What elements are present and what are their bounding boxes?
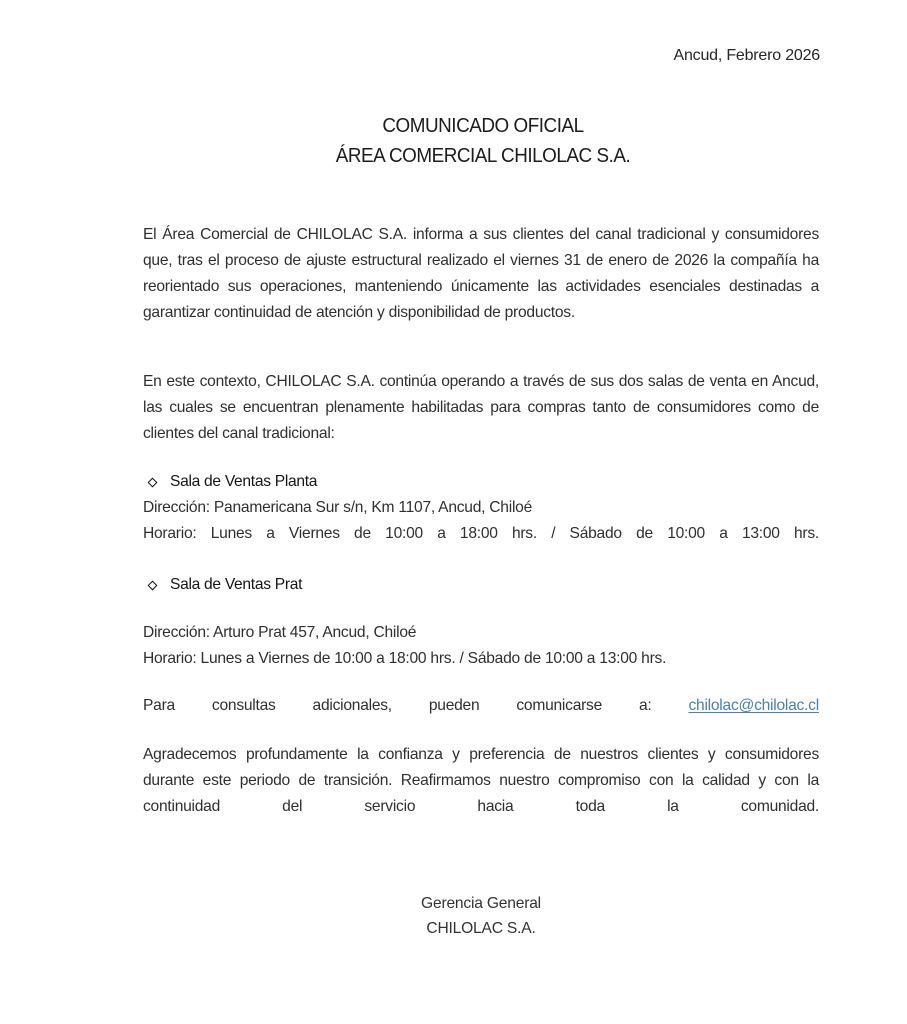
sala-prat-heading — [143, 572, 302, 598]
contact-line-block — [143, 693, 819, 719]
intro-paragraph: El Área Comercial de CHILOLAC S.A. informa a sus clientes del canal tradicional y consumidores que, tras el proceso de ajuste estructural realizado el viernes 31 de enero de 2026 la compañía ha reorientado sus operaciones, manteniendo únicamente las actividades esenciales destinadas a garantizar continuidad de atención y disponibilidad de productos. — [143, 226, 819, 321]
title-line-1: COMUNICADO OFICIAL — [382, 114, 584, 137]
thanks-paragraph-block — [143, 742, 819, 820]
place-date: Ancud, Febrero 2026 — [673, 47, 820, 64]
sala-planta-info — [143, 495, 819, 547]
signature-line-2: CHILOLAC S.A. — [426, 920, 536, 937]
context-paragraph: En este contexto, CHILOLAC S.A. continúa operando a través de sus dos salas de venta en Ancud, las cuales se encuentran plenamente habilitadas para compras tanto de consumidores como de clientes del canal tradicional: — [143, 373, 819, 442]
thanks-paragraph: Agradecemos profundamente la confianza y preferencia de nuestros clientes y consumidores durante este periodo de transición. Reafirmamos nuestro compromiso con la calidad y con la continuidad del servicio hacia toda la comunidad. — [143, 746, 819, 815]
document-title — [0, 111, 907, 171]
contact-word: Para — [143, 697, 175, 714]
signature-line-1: Gerencia General — [421, 895, 541, 912]
sala-prat-address: Dirección: Arturo Prat 457, Ancud, Chiloé — [143, 624, 417, 641]
sala-planta-name: Sala de Ventas Planta — [170, 473, 318, 490]
diamond-bullet-icon — [148, 477, 158, 487]
email-link[interactable]: chilolac@chilolac.cl — [688, 697, 819, 714]
sala-prat-name: Sala de Ventas Prat — [170, 576, 303, 593]
sala-prat-info — [143, 620, 819, 672]
sala-planta-hours: Horario: Lunes a Viernes de 10:00 a 18:00 hrs. / Sábado de 10:00 a 13:00 hrs. — [143, 525, 819, 542]
contact-word: pueden — [428, 697, 480, 714]
sala-planta-address: Dirección: Panamericana Sur s/n, Km 1107, Ancud, Chiloé — [143, 499, 533, 516]
signature-block — [0, 891, 907, 941]
contact-word: comunicarse — [516, 697, 603, 714]
contact-line — [143, 693, 819, 719]
sala-prat-hours: Horario: Lunes a Viernes de 10:00 a 18:00 hrs. / Sábado de 10:00 a 13:00 hrs. — [143, 650, 667, 667]
title-line-2: ÁREA COMERCIAL CHILOLAC S.A. — [335, 144, 631, 167]
intro-paragraph-block — [143, 222, 819, 326]
sala-planta-heading — [143, 469, 317, 495]
contact-word: adicionales, — [312, 697, 392, 714]
context-paragraph-block — [143, 369, 819, 447]
contact-word: consultas — [211, 697, 276, 714]
contact-word: a: — [639, 697, 652, 714]
diamond-bullet-icon — [148, 580, 158, 590]
